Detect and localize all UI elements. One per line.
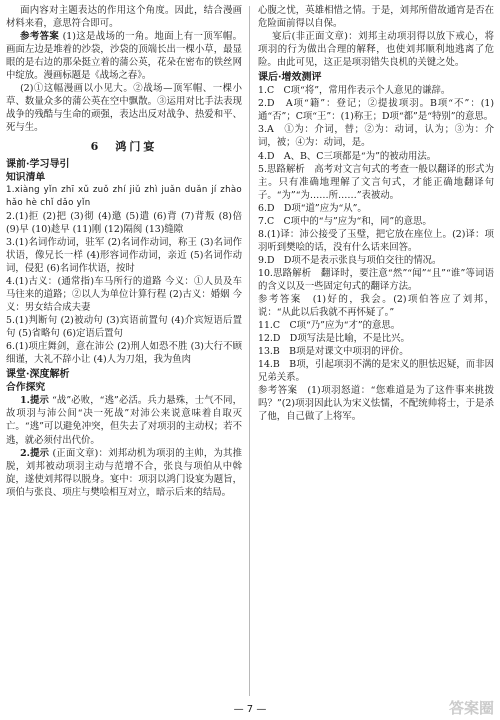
column-divider: [249, 6, 250, 696]
list-item: 1.xiàng yǐn zhī xǔ zuǒ zhí jiǔ zhì juǎn duǎn jí zhào hǎo hè chǐ dǎo yǐn: [6, 184, 242, 208]
exercise-item: 4.D A、B、C三项都是“为”的被动用法。: [258, 150, 437, 162]
exercise-item: 2.D A项“籍”：登记；②提拔项羽。B项“不”：(1)通“否”；C项“王”：(1)称王；D项“都”是“特别”的意思。: [258, 98, 494, 123]
exercise-item: 13.B B项是对课文中项羽的评价。: [258, 346, 409, 358]
exercise-item: 1.C C项“将”，常用作表示个人意见的谦辞。: [258, 85, 451, 97]
continued-paragraph: 心腹之忧，英雄相惜之情。于是，刘邦所借故通宵是否在危险面前得以自保。: [258, 5, 494, 30]
watermark-logo: 答案圈: [448, 699, 494, 717]
left-column: [6, 4, 242, 704]
answer-label: 参考答案: [20, 31, 60, 43]
answer-paragraph-1: 参考答案 (1)这是战场的一角。地面上有一顶军帽。画面左边是堆着的沙袋，沙袋的顶端长出一棵小草，最显眼的是右边的那朵挺立着的蒲公英，花朵在密布的铁丝网中绽放。漫画标题是《战场之春》。: [6, 31, 242, 82]
list-item: 5.(1)判断句 (2)被动句 (3)宾语前置句 (4)介宾短语后置句 (5)省略句 (6)定语后置句: [6, 315, 242, 340]
exercise-item: 7.C C项中的“与”应为“和，同”的意思。: [258, 215, 432, 227]
inquiry-answer-1: 1.提示 “战”必败，“逃”必活。兵力悬殊，士气不同，故项羽与沛公间“决一死战”对沛公来说意味着自取灭亡。“逃”可以避免冲突，但失去了对项羽的主动权；若不逃，就必须付出代价。: [6, 395, 242, 446]
inquiry-answer-2: 2.提示 (正面文章)：刘邦动机为项羽的主帅，为其推脱，刘邦被动项羽主动与范增不合，张良与项伯从中斡旋，遂使刘邦得以脱身。宴中：项羽以鸿门设宴为题旨，项伯与张良、项庄与樊哙相互对立，暗示后来的结局。: [6, 447, 242, 498]
list-item: 2.(1)拒 (2)把 (3)彻 (4)邀 (5)遣 (6)背 (7)背叛 (8)倍 (9)早 (10)趁早 (11)刚 (12)隔阂 (13)缝隙: [6, 210, 242, 235]
exercise-item: 14.B B项，引起项羽不满的是宋义的胆怯迟疑，而非因兄弟关系。: [258, 359, 494, 384]
lesson-title: 6 鸿门宴: [90, 140, 158, 154]
section-heading-after-class: 课后·增效测评: [258, 72, 322, 84]
exercise-item: 5.思路解析 高考对文言句式的考查一般以翻译的形式为主。只有准确地理解了文言句式，才能正确地翻译句子。“为”“为……所……”表被动。: [258, 163, 494, 201]
intro-paragraph: 面内容对主题表达的作用这个角度。因此，结合漫画材料来看，意思符合即可。: [6, 5, 242, 30]
exercise-item: 10.思路解析 翻译时，要注意“然”“闻”“且”“谁”等词语的含义以及一些固定句式的翻译方法。: [258, 267, 494, 292]
subheading-knowledge-list: 知识清单: [6, 171, 46, 183]
section-heading-in-class: 课堂·深度解析: [6, 369, 70, 381]
page-number: — 7 —: [233, 704, 267, 715]
exercise-item: 6.D D项“道”应为“从”。: [258, 202, 367, 214]
exercise-item: 12.D D项写法是比喻，不是比兴。: [258, 333, 410, 345]
right-column: [258, 4, 494, 704]
answer-paragraph-2: (2)①这幅漫画以小见大。②战场—顶军帽、一棵小草、数量众多的蒲公英在空中飘散。③运用对比手法表现战争的残酷与生命的顽强，表达出反对战争、热爱和平、死与生。: [6, 83, 242, 134]
section-heading-pre-class: 课前·学习导引: [6, 158, 70, 170]
exercise-item: 9.D D项不是表示张良与项伯交往的情况。: [258, 254, 442, 266]
exercise-item: 11.C C项“乃”应为“才”的意思。: [258, 320, 401, 332]
list-item: 6.(1)项庄舞剑，意在沛公 (2)刑人如恐不胜 (3)大行不顾细谨，大礼不辞小让 (4)人为刀俎，我为鱼肉: [6, 341, 242, 366]
exercise-item: 8.(1)译：沛公接受了玉璧，把它放在座位上。(2)译：项羽听到樊哙的话，没有什么话来回答。: [258, 228, 494, 253]
exercise-item: 参考答案 (1)好的，我会。(2)项伯答应了刘邦，说：“从此以后我就不再怀疑了。”: [258, 294, 494, 319]
subheading-cooperative-inquiry: 合作探究: [6, 382, 46, 394]
list-item: 3.(1)名词作动词，驻军 (2)名词作动词，称王 (3)名词作状语，像兄长一样 (4)形容词作动词，亲近 (5)名词作动词，侵犯 (6)名词作状语，按时: [6, 236, 242, 274]
exercise-item: 参考答案 (1)项羽怒道：“您难道是为了这件事来挑拨吗？”(2)项羽因此认为宋义怯懦，不配统帅将士，于是杀了他，自己做了上将军。: [258, 385, 494, 423]
exercise-item: 3.A ①为：介词，替；②为：动词，认为；③为：介词，被；④为：动词，是。: [258, 124, 494, 149]
list-item: 4.(1)古义：(通常指)车马所行的道路 今义：①人员及车马往来的道路；②以人为单位计算行程 (2)古义：婚姻 今义：男女结合成夫妻: [6, 275, 242, 314]
post-banquet-paragraph: 宴后(非正面文章)：刘邦主动项羽得以放下戒心，将项羽的行为做出合理的解释，也使刘邦顺利地逃离了危险。由此可见，这正是项羽错失良机的关键之处。: [258, 31, 494, 69]
